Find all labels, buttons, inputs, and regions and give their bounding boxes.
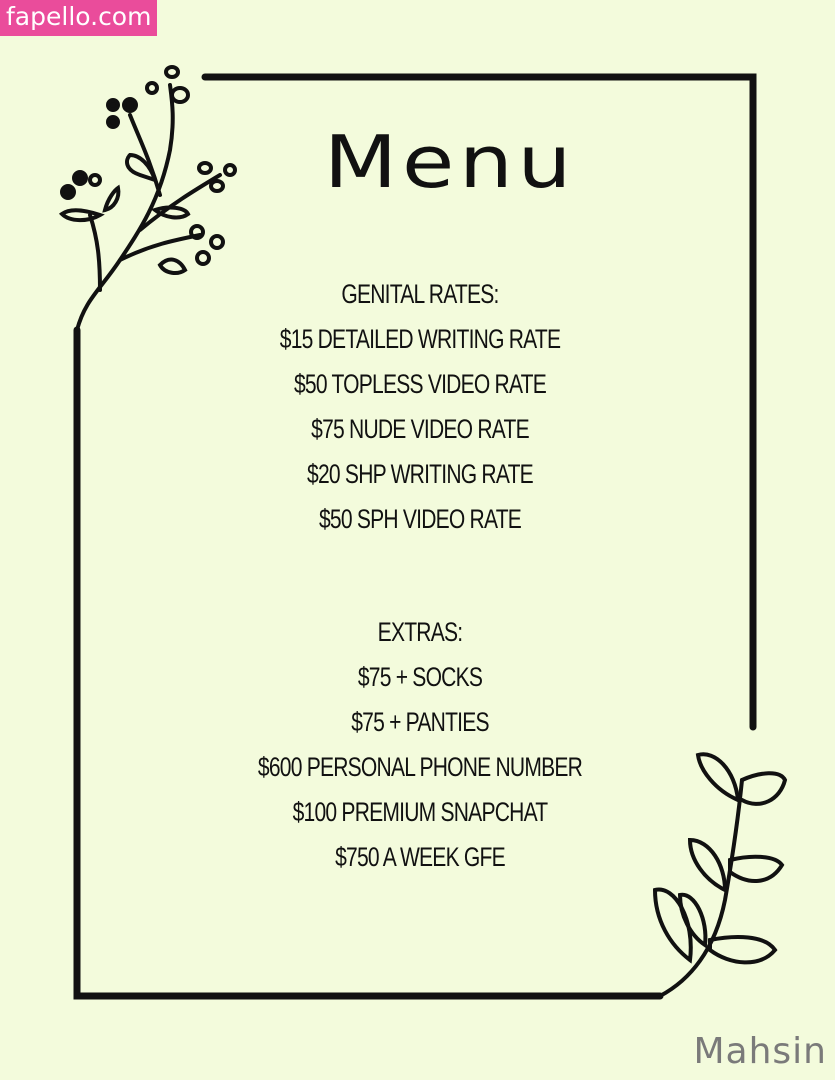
page-title: Menu	[323, 120, 577, 204]
list-item: $750 A WEEK GFE	[335, 842, 505, 872]
genital-rates-section	[0, 272, 835, 542]
list-item: $75 NUDE VIDEO RATE	[311, 414, 529, 444]
list-item: $20 SHP WRITING RATE	[307, 459, 533, 489]
extras-section	[0, 610, 835, 880]
list-item: $600 PERSONAL PHONE NUMBER	[257, 752, 583, 782]
list-item: $50 SPH VIDEO RATE	[318, 504, 522, 534]
section-heading: GENITAL RATES:	[341, 279, 499, 309]
list-item: $75 + SOCKS	[357, 662, 483, 692]
signature-text: Mahsin	[693, 1031, 827, 1072]
list-item: $75 + PANTIES	[351, 707, 489, 737]
list-item: $100 PREMIUM SNAPCHAT	[292, 797, 548, 827]
list-item: $15 DETAILED WRITING RATE	[279, 324, 561, 354]
watermark-logo: fapello.com	[0, 0, 157, 36]
list-item: $50 TOPLESS VIDEO RATE	[293, 369, 547, 399]
section-heading: EXTRAS:	[377, 617, 463, 647]
